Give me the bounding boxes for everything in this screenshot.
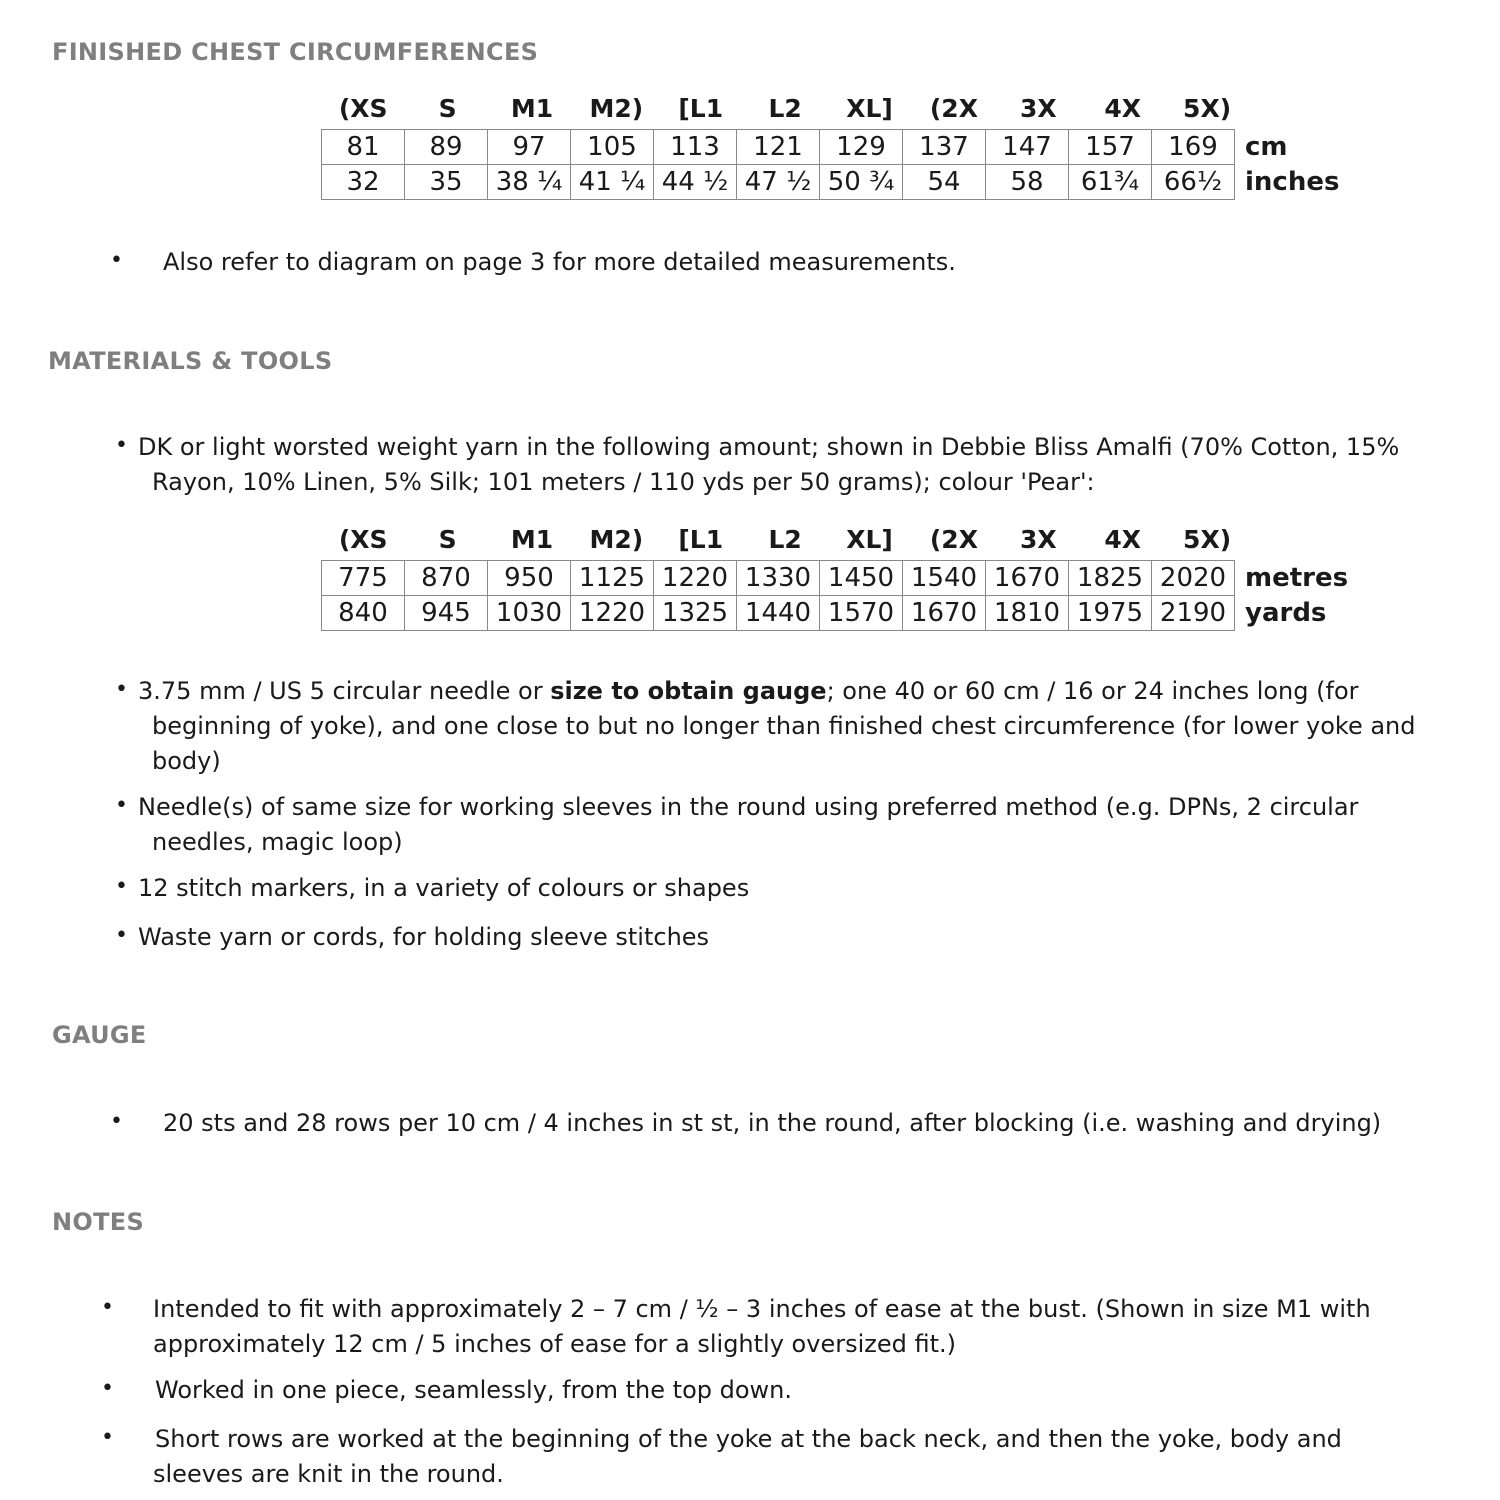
diagram-note: Also refer to diagram on page 3 for more detailed measurements. <box>163 248 956 276</box>
note-ease <box>153 1292 1371 1362</box>
needle-line: beginning of yoke), and one close to but no longer than finished chest circumference (for lower yoke and <box>152 712 1416 740</box>
note-short-rows <box>153 1422 1342 1492</box>
table-cell: 1125 <box>571 561 654 596</box>
section-heading-materials: MATERIALS & TOOLS <box>48 347 333 375</box>
table-cell: 44 ½ <box>654 165 737 200</box>
sleeve-line: Needle(s) of same size for working sleeves in the round using preferred method (e.g. DPNs, 2 circular <box>138 793 1359 821</box>
table-cell: 950 <box>488 561 571 596</box>
table-cell: 66½ <box>1152 165 1235 200</box>
table-cell: 81 <box>322 130 405 165</box>
table-cell: 1570 <box>820 596 903 631</box>
table-cell: 137 <box>903 130 986 165</box>
size-label: [L1 <box>678 94 724 123</box>
table-cell: 1220 <box>571 596 654 631</box>
yarn-line: Rayon, 10% Linen, 5% Silk; 101 meters / 110 yds per 50 grams); colour 'Pear': <box>152 468 1095 496</box>
table-cell: 121 <box>737 130 820 165</box>
size-label: 5X) <box>1183 525 1232 554</box>
waste-yarn-item: Waste yarn or cords, for holding sleeve stitches <box>138 923 710 951</box>
size-label: [L1 <box>678 525 724 554</box>
size-label: (XS <box>338 94 388 123</box>
needle-text: ; one 40 or 60 cm / 16 or 24 inches long (for <box>826 677 1359 705</box>
table-cell: 129 <box>820 130 903 165</box>
section-heading-notes: NOTES <box>52 1208 145 1236</box>
bullet-icon: • <box>110 248 123 273</box>
chest-circumference-table <box>321 129 1346 200</box>
table-cell: 113 <box>654 130 737 165</box>
gauge-text: 20 sts and 28 rows per 10 cm / 4 inches in st st, in the round, after blocking (i.e. washing and drying) <box>163 1109 1382 1137</box>
size-label: L2 <box>768 94 802 123</box>
table-cell: 945 <box>405 596 488 631</box>
table-cell: 840 <box>322 596 405 631</box>
section-heading-gauge: GAUGE <box>52 1021 147 1049</box>
bullet-icon: • <box>115 433 128 458</box>
table-cell: 1975 <box>1069 596 1152 631</box>
table-cell: 1540 <box>903 561 986 596</box>
size-label: (2X <box>929 525 978 554</box>
table-cell: 58 <box>986 165 1069 200</box>
table-cell: 1220 <box>654 561 737 596</box>
size-label: L2 <box>768 525 802 554</box>
size-label: (XS <box>338 525 388 554</box>
table-cell: 1325 <box>654 596 737 631</box>
bullet-icon: • <box>115 874 128 899</box>
stitch-markers-item: 12 stitch markers, in a variety of colours or shapes <box>138 874 750 902</box>
note-line: approximately 12 cm / 5 inches of ease for a slightly oversized fit.) <box>153 1330 956 1358</box>
size-label: (2X <box>929 94 978 123</box>
note-line: Intended to fit with approximately 2 – 7 cm / ½ – 3 inches of ease at the bust. (Shown in size M1 with <box>153 1295 1371 1323</box>
size-label: S <box>438 525 457 554</box>
table-cell: 1030 <box>488 596 571 631</box>
section-heading-finished-chest: FINISHED CHEST CIRCUMFERENCES <box>52 38 539 66</box>
table-cell: 1825 <box>1069 561 1152 596</box>
size-label: M2) <box>589 525 644 554</box>
bullet-icon: • <box>101 1425 114 1450</box>
note-line: Short rows are worked at the beginning of the yoke at the back neck, and then the yoke, body and <box>155 1425 1342 1453</box>
table-cell: 1810 <box>986 596 1069 631</box>
unit-label-cm: cm <box>1245 132 1288 162</box>
table-cell: 41 ¼ <box>571 165 654 200</box>
unit-label-metres: metres <box>1245 563 1349 593</box>
table-row-inches <box>322 165 1346 200</box>
table-row-cm <box>322 130 1346 165</box>
table-cell: 47 ½ <box>737 165 820 200</box>
table-cell: 35 <box>405 165 488 200</box>
table-cell: 61¾ <box>1069 165 1152 200</box>
yarn-line: DK or light worsted weight yarn in the following amount; shown in Debbie Bliss Amalfi (70% Cotton, 15% <box>138 433 1400 461</box>
table-cell: 32 <box>322 165 405 200</box>
table-cell: 38 ¼ <box>488 165 571 200</box>
table-cell: 1440 <box>737 596 820 631</box>
size-label: 4X <box>1104 525 1142 554</box>
table-cell: 1670 <box>986 561 1069 596</box>
bullet-icon: • <box>110 1109 123 1134</box>
chest-size-header <box>321 94 1249 123</box>
table-cell: 54 <box>903 165 986 200</box>
size-label: 3X <box>1019 525 1057 554</box>
table-cell: 1330 <box>737 561 820 596</box>
table-cell: 169 <box>1152 130 1235 165</box>
table-cell: 2190 <box>1152 596 1235 631</box>
size-label: XL] <box>846 94 893 123</box>
sleeve-line: needles, magic loop) <box>152 828 403 856</box>
bullet-icon: • <box>101 1295 114 1320</box>
table-cell: 1670 <box>903 596 986 631</box>
size-label: 5X) <box>1183 94 1232 123</box>
sleeve-needle-description <box>138 790 1358 860</box>
size-label: 4X <box>1104 94 1142 123</box>
bullet-icon: • <box>115 793 128 818</box>
table-cell: 97 <box>488 130 571 165</box>
table-cell: 2020 <box>1152 561 1235 596</box>
yarn-description <box>138 430 1399 500</box>
table-cell: 157 <box>1069 130 1152 165</box>
size-label: XL] <box>846 525 893 554</box>
size-label: M1 <box>510 525 554 554</box>
note-construction: Worked in one piece, seamlessly, from the top down. <box>155 1376 792 1404</box>
needle-emphasis: size to obtain gauge <box>550 677 827 705</box>
yarn-size-header <box>321 525 1249 554</box>
yarn-amount-table <box>321 560 1349 631</box>
table-cell: 870 <box>405 561 488 596</box>
table-row-metres <box>322 561 1349 596</box>
table-cell: 147 <box>986 130 1069 165</box>
note-line: sleeves are knit in the round. <box>153 1460 504 1488</box>
bullet-icon: • <box>115 923 128 948</box>
bullet-icon: • <box>101 1376 114 1401</box>
needle-description <box>138 674 1416 779</box>
bullet-icon: • <box>115 677 128 702</box>
size-label: 3X <box>1019 94 1057 123</box>
table-row-yards <box>322 596 1349 631</box>
table-cell: 1450 <box>820 561 903 596</box>
size-label: M2) <box>589 94 644 123</box>
unit-label-inches: inches <box>1245 167 1340 197</box>
table-cell: 89 <box>405 130 488 165</box>
needle-line: body) <box>152 747 221 775</box>
unit-label-yards: yards <box>1245 598 1327 628</box>
table-cell: 105 <box>571 130 654 165</box>
size-label: M1 <box>510 94 554 123</box>
needle-text: 3.75 mm / US 5 circular needle or <box>138 677 551 705</box>
table-cell: 775 <box>322 561 405 596</box>
table-cell: 50 ¾ <box>820 165 903 200</box>
size-label: S <box>438 94 457 123</box>
needle-line <box>138 674 1416 709</box>
